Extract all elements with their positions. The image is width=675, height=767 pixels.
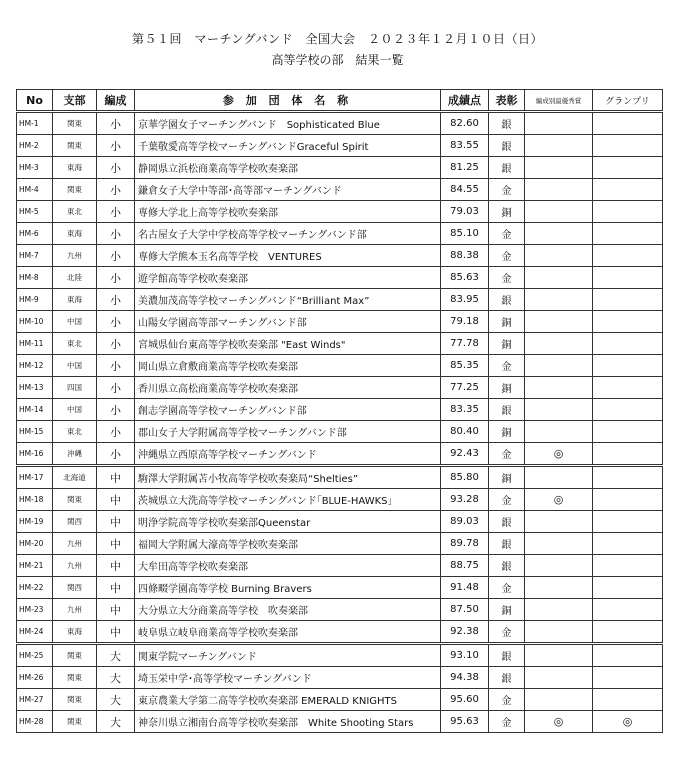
row-name: 郡山女子大学附属高等学校マーチングバンド部 bbox=[135, 421, 441, 443]
row-division: 中 bbox=[97, 577, 135, 599]
row-division: 大 bbox=[97, 644, 135, 667]
table-row bbox=[17, 245, 663, 267]
row-score: 89.03 bbox=[441, 511, 489, 533]
row-division: 小 bbox=[97, 223, 135, 245]
row-name: 東京農業大学第二高等学校吹奏楽部 EMERALD KNIGHTS bbox=[135, 689, 441, 711]
row-score: 85.35 bbox=[441, 355, 489, 377]
row-division-best bbox=[525, 333, 593, 355]
row-branch: 東北 bbox=[53, 201, 97, 223]
row-score: 95.60 bbox=[441, 689, 489, 711]
row-grand-prix bbox=[593, 223, 663, 245]
row-name: 創志学園高等学校マーチングバンド部 bbox=[135, 399, 441, 421]
row-branch: 九州 bbox=[53, 245, 97, 267]
row-no: HM-6 bbox=[17, 223, 53, 245]
row-name: 京華学園女子マーチングバンド Sophisticated Blue bbox=[135, 112, 441, 135]
row-branch: 東海 bbox=[53, 621, 97, 644]
row-branch: 北海道 bbox=[53, 466, 97, 489]
row-name: 名古屋女子大学中学校高等学校マーチングバンド部 bbox=[135, 223, 441, 245]
row-no: HM-21 bbox=[17, 555, 53, 577]
row-name: 駒澤大学附属苫小牧高等学校吹奏楽局“Shelties” bbox=[135, 466, 441, 489]
row-grand-prix bbox=[593, 311, 663, 333]
row-name: 山陽女学園高等部マーチングバンド部 bbox=[135, 311, 441, 333]
row-division: 中 bbox=[97, 599, 135, 621]
row-medal: 金 bbox=[489, 577, 525, 599]
row-no: HM-22 bbox=[17, 577, 53, 599]
row-medal: 金 bbox=[489, 245, 525, 267]
row-name: 大分県立大分商業高等学校 吹奏楽部 bbox=[135, 599, 441, 621]
row-score: 89.78 bbox=[441, 533, 489, 555]
row-grand-prix bbox=[593, 577, 663, 599]
row-score: 92.38 bbox=[441, 621, 489, 644]
row-no: HM-2 bbox=[17, 135, 53, 157]
row-name: 千葉敬愛高等学校マーチングバンドGraceful Spirit bbox=[135, 135, 441, 157]
header-no: No bbox=[17, 90, 53, 112]
document-title: 第５１回 マーチングバンド 全国大会 ２０２３年１２月１０日（日） bbox=[132, 32, 543, 46]
row-branch: 沖縄 bbox=[53, 443, 97, 466]
row-name: 神奈川県立湘南台高等学校吹奏楽部 White Shooting Stars bbox=[135, 711, 441, 733]
row-score: 92.43 bbox=[441, 443, 489, 466]
row-grand-prix bbox=[593, 135, 663, 157]
row-division-best bbox=[525, 421, 593, 443]
table-row bbox=[17, 711, 663, 733]
row-medal: 金 bbox=[489, 223, 525, 245]
row-branch: 九州 bbox=[53, 555, 97, 577]
row-division-best bbox=[525, 311, 593, 333]
row-branch: 中国 bbox=[53, 311, 97, 333]
row-division: 小 bbox=[97, 201, 135, 223]
row-division: 中 bbox=[97, 621, 135, 644]
row-division: 小 bbox=[97, 267, 135, 289]
row-no: HM-3 bbox=[17, 157, 53, 179]
table-row bbox=[17, 689, 663, 711]
table-row bbox=[17, 377, 663, 399]
document-subtitle: 高等学校の部 結果一覧 bbox=[271, 53, 404, 67]
row-division-best bbox=[525, 157, 593, 179]
row-branch: 関東 bbox=[53, 711, 97, 733]
row-branch: 四国 bbox=[53, 377, 97, 399]
row-score: 94.38 bbox=[441, 667, 489, 689]
row-division: 小 bbox=[97, 399, 135, 421]
row-name: 岐阜県立岐阜商業高等学校吹奏楽部 bbox=[135, 621, 441, 644]
row-score: 81.25 bbox=[441, 157, 489, 179]
row-medal: 銅 bbox=[489, 201, 525, 223]
row-division: 小 bbox=[97, 443, 135, 466]
row-division-best bbox=[525, 511, 593, 533]
row-no: HM-7 bbox=[17, 245, 53, 267]
table-row bbox=[17, 135, 663, 157]
row-no: HM-25 bbox=[17, 644, 53, 667]
row-grand-prix bbox=[593, 399, 663, 421]
row-grand-prix bbox=[593, 533, 663, 555]
table-row bbox=[17, 511, 663, 533]
table-row bbox=[17, 333, 663, 355]
header-division-best: 編成別最優秀賞 bbox=[525, 90, 593, 112]
table-row bbox=[17, 644, 663, 667]
row-medal: 銀 bbox=[489, 289, 525, 311]
row-division-best: ◎ bbox=[525, 443, 593, 466]
row-grand-prix bbox=[593, 333, 663, 355]
results-body bbox=[17, 112, 663, 733]
table-row bbox=[17, 533, 663, 555]
row-grand-prix bbox=[593, 443, 663, 466]
row-medal: 銀 bbox=[489, 112, 525, 135]
row-division: 大 bbox=[97, 711, 135, 733]
header-medal: 表彰 bbox=[489, 90, 525, 112]
row-score: 95.63 bbox=[441, 711, 489, 733]
row-branch: 中国 bbox=[53, 399, 97, 421]
row-no: HM-14 bbox=[17, 399, 53, 421]
row-medal: 銅 bbox=[489, 333, 525, 355]
row-score: 82.60 bbox=[441, 112, 489, 135]
row-score: 85.10 bbox=[441, 223, 489, 245]
row-grand-prix bbox=[593, 112, 663, 135]
row-division: 中 bbox=[97, 466, 135, 489]
row-name: 埼玉栄中学･高等学校マーチングバンド bbox=[135, 667, 441, 689]
row-branch: 関東 bbox=[53, 667, 97, 689]
row-division-best bbox=[525, 399, 593, 421]
row-branch: 東海 bbox=[53, 223, 97, 245]
row-grand-prix bbox=[593, 689, 663, 711]
row-branch: 中国 bbox=[53, 355, 97, 377]
table-row bbox=[17, 466, 663, 489]
row-medal: 銀 bbox=[489, 555, 525, 577]
row-division: 大 bbox=[97, 689, 135, 711]
row-division: 小 bbox=[97, 179, 135, 201]
results-table bbox=[16, 89, 663, 733]
row-grand-prix bbox=[593, 421, 663, 443]
row-division-best bbox=[525, 201, 593, 223]
row-division-best bbox=[525, 223, 593, 245]
row-no: HM-26 bbox=[17, 667, 53, 689]
row-no: HM-15 bbox=[17, 421, 53, 443]
row-no: HM-28 bbox=[17, 711, 53, 733]
row-score: 85.80 bbox=[441, 466, 489, 489]
row-medal: 銀 bbox=[489, 667, 525, 689]
row-grand-prix bbox=[593, 489, 663, 511]
row-grand-prix bbox=[593, 355, 663, 377]
row-branch: 関東 bbox=[53, 135, 97, 157]
row-grand-prix bbox=[593, 157, 663, 179]
row-no: HM-8 bbox=[17, 267, 53, 289]
row-score: 79.18 bbox=[441, 311, 489, 333]
row-medal: 銅 bbox=[489, 421, 525, 443]
row-no: HM-18 bbox=[17, 489, 53, 511]
header-branch: 支部 bbox=[53, 90, 97, 112]
row-name: 明浄学院高等学校吹奏楽部Queenstar bbox=[135, 511, 441, 533]
row-grand-prix bbox=[593, 201, 663, 223]
row-division: 小 bbox=[97, 289, 135, 311]
row-score: 91.48 bbox=[441, 577, 489, 599]
row-name: 宮城県仙台東高等学校吹奏楽部 "East Winds" bbox=[135, 333, 441, 355]
row-no: HM-17 bbox=[17, 466, 53, 489]
row-division: 中 bbox=[97, 533, 135, 555]
row-grand-prix bbox=[593, 289, 663, 311]
row-name: 関東学院マーチングバンド bbox=[135, 644, 441, 667]
row-grand-prix bbox=[593, 599, 663, 621]
row-branch: 東北 bbox=[53, 421, 97, 443]
row-grand-prix bbox=[593, 179, 663, 201]
row-division-best bbox=[525, 577, 593, 599]
table-row bbox=[17, 311, 663, 333]
row-division-best bbox=[525, 289, 593, 311]
table-row bbox=[17, 421, 663, 443]
row-division: 小 bbox=[97, 377, 135, 399]
row-name: 沖縄県立西原高等学校マーチングバンド bbox=[135, 443, 441, 466]
row-division-best bbox=[525, 533, 593, 555]
row-no: HM-10 bbox=[17, 311, 53, 333]
row-score: 80.40 bbox=[441, 421, 489, 443]
row-division: 小 bbox=[97, 245, 135, 267]
row-score: 88.75 bbox=[441, 555, 489, 577]
table-row bbox=[17, 577, 663, 599]
row-division-best bbox=[525, 355, 593, 377]
row-branch: 九州 bbox=[53, 533, 97, 555]
table-row bbox=[17, 555, 663, 577]
header-name: 参 加 団 体 名 称 bbox=[135, 90, 441, 112]
row-no: HM-20 bbox=[17, 533, 53, 555]
table-row bbox=[17, 443, 663, 466]
row-grand-prix bbox=[593, 555, 663, 577]
row-medal: 銅 bbox=[489, 311, 525, 333]
table-row bbox=[17, 489, 663, 511]
row-medal: 金 bbox=[489, 179, 525, 201]
table-row bbox=[17, 267, 663, 289]
row-medal: 銀 bbox=[489, 135, 525, 157]
row-name: 四條畷学園高等学校 Burning Bravers bbox=[135, 577, 441, 599]
row-name: 香川県立高松商業高等学校吹奏楽部 bbox=[135, 377, 441, 399]
row-score: 93.10 bbox=[441, 644, 489, 667]
row-medal: 銀 bbox=[489, 644, 525, 667]
row-division-best bbox=[525, 621, 593, 644]
row-score: 84.55 bbox=[441, 179, 489, 201]
row-no: HM-16 bbox=[17, 443, 53, 466]
row-division-best bbox=[525, 179, 593, 201]
table-row bbox=[17, 157, 663, 179]
row-medal: 銀 bbox=[489, 157, 525, 179]
row-score: 87.50 bbox=[441, 599, 489, 621]
row-no: HM-19 bbox=[17, 511, 53, 533]
row-medal: 金 bbox=[489, 489, 525, 511]
row-score: 83.95 bbox=[441, 289, 489, 311]
row-division-best bbox=[525, 135, 593, 157]
row-division: 小 bbox=[97, 311, 135, 333]
row-medal: 銀 bbox=[489, 399, 525, 421]
row-no: HM-24 bbox=[17, 621, 53, 644]
row-branch: 関東 bbox=[53, 489, 97, 511]
table-row bbox=[17, 289, 663, 311]
row-division: 小 bbox=[97, 157, 135, 179]
row-division-best bbox=[525, 599, 593, 621]
table-row bbox=[17, 355, 663, 377]
row-no: HM-5 bbox=[17, 201, 53, 223]
row-name: 鎌倉女子大学中等部･高等部マーチングバンド bbox=[135, 179, 441, 201]
row-grand-prix bbox=[593, 511, 663, 533]
row-division-best bbox=[525, 377, 593, 399]
row-medal: 銅 bbox=[489, 599, 525, 621]
row-division-best: ◎ bbox=[525, 489, 593, 511]
row-grand-prix bbox=[593, 245, 663, 267]
row-name: 専修大学熊本玉名高等学校 VENTURES bbox=[135, 245, 441, 267]
header-division: 編成 bbox=[97, 90, 135, 112]
row-name: 専修大学北上高等学校吹奏楽部 bbox=[135, 201, 441, 223]
row-name: 茨城県立大洗高等学校マーチングバンド｢BLUE-HAWKS｣ bbox=[135, 489, 441, 511]
row-no: HM-12 bbox=[17, 355, 53, 377]
row-medal: 銀 bbox=[489, 533, 525, 555]
row-branch: 関東 bbox=[53, 644, 97, 667]
row-score: 93.28 bbox=[441, 489, 489, 511]
row-division-best bbox=[525, 267, 593, 289]
row-branch: 東海 bbox=[53, 289, 97, 311]
row-medal: 金 bbox=[489, 443, 525, 466]
row-division: 小 bbox=[97, 421, 135, 443]
table-row bbox=[17, 399, 663, 421]
row-medal: 銅 bbox=[489, 466, 525, 489]
row-no: HM-23 bbox=[17, 599, 53, 621]
row-division: 小 bbox=[97, 112, 135, 135]
row-division-best: ◎ bbox=[525, 711, 593, 733]
row-score: 77.78 bbox=[441, 333, 489, 355]
row-medal: 金 bbox=[489, 689, 525, 711]
table-row bbox=[17, 621, 663, 644]
row-division-best bbox=[525, 689, 593, 711]
row-division-best bbox=[525, 555, 593, 577]
row-no: HM-9 bbox=[17, 289, 53, 311]
row-division: 中 bbox=[97, 511, 135, 533]
row-score: 77.25 bbox=[441, 377, 489, 399]
row-medal: 金 bbox=[489, 355, 525, 377]
row-score: 85.63 bbox=[441, 267, 489, 289]
row-score: 88.38 bbox=[441, 245, 489, 267]
row-medal: 銀 bbox=[489, 511, 525, 533]
row-division-best bbox=[525, 644, 593, 667]
row-grand-prix bbox=[593, 667, 663, 689]
row-division-best bbox=[525, 466, 593, 489]
row-branch: 東北 bbox=[53, 333, 97, 355]
row-name: 静岡県立浜松商業高等学校吹奏楽部 bbox=[135, 157, 441, 179]
row-grand-prix bbox=[593, 377, 663, 399]
row-branch: 関東 bbox=[53, 689, 97, 711]
row-medal: 金 bbox=[489, 267, 525, 289]
header-row bbox=[17, 90, 663, 112]
table-row bbox=[17, 112, 663, 135]
row-division: 大 bbox=[97, 667, 135, 689]
row-name: 岡山県立倉敷商業高等学校吹奏楽部 bbox=[135, 355, 441, 377]
row-division-best bbox=[525, 667, 593, 689]
table-row bbox=[17, 201, 663, 223]
row-name: 遊学館高等学校吹奏楽部 bbox=[135, 267, 441, 289]
row-division: 中 bbox=[97, 555, 135, 577]
row-branch: 関西 bbox=[53, 577, 97, 599]
row-grand-prix bbox=[593, 621, 663, 644]
row-division: 小 bbox=[97, 355, 135, 377]
row-score: 83.55 bbox=[441, 135, 489, 157]
row-grand-prix bbox=[593, 644, 663, 667]
row-branch: 関西 bbox=[53, 511, 97, 533]
row-medal: 金 bbox=[489, 711, 525, 733]
row-branch: 関東 bbox=[53, 112, 97, 135]
row-name: 大牟田高等学校吹奏楽部 bbox=[135, 555, 441, 577]
table-row bbox=[17, 667, 663, 689]
row-medal: 銅 bbox=[489, 377, 525, 399]
row-name: 福岡大学附属大濠高等学校吹奏楽部 bbox=[135, 533, 441, 555]
row-medal: 金 bbox=[489, 621, 525, 644]
header-score: 成績点 bbox=[441, 90, 489, 112]
row-no: HM-27 bbox=[17, 689, 53, 711]
row-score: 83.35 bbox=[441, 399, 489, 421]
table-row bbox=[17, 179, 663, 201]
row-division: 中 bbox=[97, 489, 135, 511]
row-no: HM-4 bbox=[17, 179, 53, 201]
row-division-best bbox=[525, 245, 593, 267]
row-grand-prix: ◎ bbox=[593, 711, 663, 733]
row-name: 美濃加茂高等学校マーチングバンド“Brilliant Max” bbox=[135, 289, 441, 311]
row-score: 79.03 bbox=[441, 201, 489, 223]
table-row bbox=[17, 223, 663, 245]
row-division-best bbox=[525, 112, 593, 135]
row-branch: 東海 bbox=[53, 157, 97, 179]
row-no: HM-1 bbox=[17, 112, 53, 135]
row-division: 小 bbox=[97, 135, 135, 157]
row-branch: 九州 bbox=[53, 599, 97, 621]
row-no: HM-11 bbox=[17, 333, 53, 355]
row-branch: 関東 bbox=[53, 179, 97, 201]
table-row bbox=[17, 599, 663, 621]
row-division: 小 bbox=[97, 333, 135, 355]
row-branch: 北陸 bbox=[53, 267, 97, 289]
row-no: HM-13 bbox=[17, 377, 53, 399]
row-grand-prix bbox=[593, 267, 663, 289]
header-grand-prix: グランプリ bbox=[593, 90, 663, 112]
row-grand-prix bbox=[593, 466, 663, 489]
